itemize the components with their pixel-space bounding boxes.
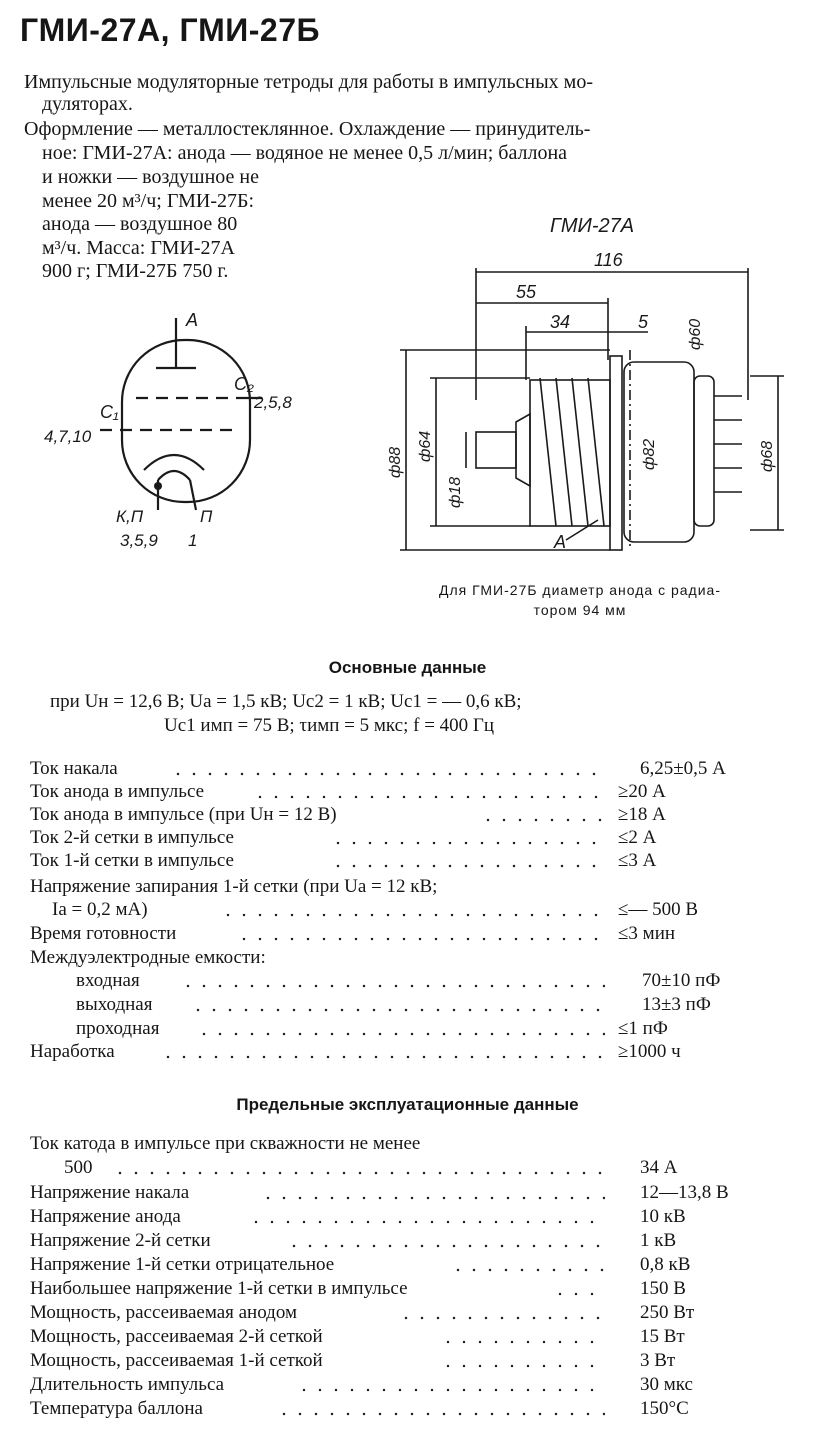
row-value: 250 Вт (640, 1302, 695, 1323)
row-label: Междуэлектродные емкости: (30, 947, 266, 968)
dim-116: 116 (594, 250, 623, 270)
intro-line-4: ное: ГМИ-27А: анода — водяное не менее 0,5 л/мин; баллона (42, 142, 568, 164)
dim-55: 55 (516, 282, 537, 302)
row-label: 500 (64, 1157, 93, 1178)
leader-dots (260, 1196, 605, 1200)
row-label: Напряжение анода (30, 1206, 181, 1227)
row-value: 30 мкс (640, 1374, 693, 1395)
tube-envelope (122, 340, 250, 502)
row-label: Мощность, рассеиваемая 2-й сеткой (30, 1326, 323, 1347)
anode-label: А (186, 310, 199, 330)
leader-dots (112, 1171, 605, 1175)
row-value: ≤3 мин (618, 923, 676, 944)
leader-dots (190, 1008, 605, 1012)
intro-line-8: м³/ч. Масса: ГМИ-27А (42, 237, 235, 259)
data-row (0, 1040, 815, 1063)
row-value: 150 В (640, 1278, 686, 1299)
data-row (0, 1301, 815, 1324)
row-value: ≤3 А (618, 850, 657, 871)
data-row (0, 946, 815, 969)
dim-d88: ф88 (387, 446, 404, 478)
row-value: 3 Вт (640, 1350, 676, 1371)
leader-dots (180, 984, 605, 988)
row-label: Ток катода в импульсе при скважности не менее (30, 1133, 421, 1154)
row-label: входная (76, 970, 140, 991)
row-value: ≤— 500 В (618, 899, 699, 920)
intro-line-3: Оформление — металлостеклянное. Охлаждение — принудитель- (24, 118, 591, 140)
row-value: ≤1 пФ (618, 1018, 668, 1039)
row-label: Ток анода в импульсе (при Uн = 12 В) (30, 804, 337, 825)
conditions-line-1: при Uн = 12,6 В; Uа = 1,5 кВ; Uс2 = 1 кВ; Uс1 = — 0,6 кВ; (50, 691, 522, 712)
dim-d18: ф18 (447, 476, 464, 508)
row-value: ≥1000 ч (618, 1041, 681, 1062)
tube-schematic (40, 300, 320, 550)
data-row (0, 1397, 815, 1420)
grid1-label: С₁ (100, 402, 119, 422)
data-row (0, 1373, 815, 1396)
dim-d60: ф60 (687, 318, 704, 350)
intro-line-7: анода — воздушное 80 (42, 213, 238, 235)
filament-lead (190, 480, 196, 510)
data-row (0, 1325, 815, 1348)
cathode-label: К,П (116, 507, 144, 526)
leader-dots (296, 1388, 605, 1392)
row-label: Мощность, рассеиваемая анодом (30, 1302, 298, 1323)
leader-dots (330, 864, 605, 868)
row-label: Длительность импульса (30, 1374, 225, 1395)
leader-dots (170, 772, 605, 776)
intro-line-5: и ножки — воздушное не (42, 166, 259, 188)
cathode-node (154, 482, 162, 490)
cathode-arc (158, 471, 190, 480)
row-label: выходная (76, 994, 153, 1015)
leader-dots (160, 1055, 605, 1059)
dim-34: 34 (550, 312, 571, 332)
grid2-pins: 2,5,8 (254, 393, 292, 412)
main-data-heading: Основные данные (328, 658, 487, 677)
page-title: ГМИ-27А, ГМИ-27Б (20, 12, 320, 48)
dim-5: 5 (638, 312, 649, 332)
cathode-pins: 3,5,9 (120, 531, 158, 550)
grid1-pins: 4,7,10 (44, 427, 92, 446)
row-label: Напряжение запирания 1-й сетки (при Uа = 12 кВ; (30, 876, 438, 897)
drawing-caption-1: Для ГМИ-27Б диаметр анода с радиа- (439, 582, 721, 598)
row-value: 15 Вт (640, 1326, 685, 1347)
intro-line-9: 900 г; ГМИ-27Б 750 г. (42, 260, 229, 282)
drawing-title: ГМИ-27А (550, 215, 635, 237)
row-value: ≥18 А (618, 804, 666, 825)
intro-line-6: менее 20 м³/ч; ГМИ-27Б: (42, 190, 255, 212)
data-row (0, 1156, 815, 1179)
data-row (0, 1229, 815, 1252)
row-label: Наработка (30, 1041, 115, 1062)
row-label: Температура баллона (30, 1398, 203, 1419)
row-label: Наибольшее напряжение 1-й сетки в импульсе (30, 1278, 408, 1299)
leader-dots (552, 1292, 605, 1296)
data-row (0, 1349, 815, 1372)
dim-d64: ф64 (417, 430, 434, 462)
data-row (0, 1017, 815, 1040)
leader-dots (252, 795, 605, 799)
leader-dots (276, 1412, 605, 1416)
row-label: Напряжение 2-й сетки (30, 1230, 211, 1251)
tube-dimension-drawing (370, 200, 810, 560)
data-row (0, 1132, 815, 1155)
data-row (0, 969, 815, 992)
data-row (0, 1253, 815, 1276)
row-label: Ток 1-й сетки в импульсе (30, 850, 234, 871)
leader-dots (330, 841, 605, 845)
row-value: ≥20 А (618, 781, 666, 802)
data-row (0, 922, 815, 945)
data-row (0, 875, 815, 898)
row-value: 70±10 пФ (642, 970, 721, 991)
row-value: 34 А (640, 1157, 678, 1178)
row-label: Ток 2-й сетки в импульсе (30, 827, 234, 848)
data-row (0, 993, 815, 1016)
leader-dots (398, 1316, 605, 1320)
row-value: 6,25±0,5 А (640, 758, 726, 779)
row-label: Ток анода в импульсе (30, 781, 205, 802)
leader-dots (480, 818, 605, 822)
drawing-caption-2: тором 94 мм (533, 602, 627, 618)
leader-dots (440, 1364, 605, 1368)
filament-arc (144, 455, 204, 470)
row-label: Iа = 0,2 мА) (52, 899, 148, 920)
leader-dots (220, 913, 605, 917)
row-label: Мощность, рассеиваемая 1-й сеткой (30, 1350, 323, 1371)
leader-dots (196, 1032, 605, 1036)
data-row (0, 757, 815, 780)
row-label: Время готовности (30, 923, 177, 944)
row-value: 1 кВ (640, 1230, 677, 1251)
data-row (0, 1205, 815, 1228)
leader-dots (440, 1340, 605, 1344)
data-row (0, 898, 815, 921)
dim-d68: ф68 (759, 440, 776, 472)
row-value: 10 кВ (640, 1206, 686, 1227)
data-row (0, 849, 815, 872)
row-value: 150°С (640, 1398, 689, 1419)
row-value: 13±3 пФ (642, 994, 711, 1015)
row-value: ≤2 А (618, 827, 657, 848)
row-label: Напряжение 1-й сетки отрицательное (30, 1254, 335, 1275)
data-row (0, 803, 815, 826)
leader-dots (450, 1268, 605, 1272)
leader-dots (236, 937, 605, 941)
intro-line-1: Импульсные модуляторные тетроды для работы в импульсных мо- (24, 71, 593, 93)
limit-data-heading: Предельные эксплуатационные данные (236, 1095, 579, 1114)
intro-line-2: дуляторах. (42, 93, 133, 115)
data-row (0, 826, 815, 849)
leader-dots (248, 1220, 605, 1224)
leader-dots (286, 1244, 605, 1248)
filament-label: П (200, 507, 213, 526)
row-label: Напряжение накала (30, 1182, 190, 1203)
filament-pin: 1 (188, 531, 198, 550)
data-row (0, 1277, 815, 1300)
grid2-label: С₂ (234, 374, 254, 394)
row-label: Ток накала (30, 758, 118, 779)
data-row (0, 1181, 815, 1204)
row-value: 0,8 кВ (640, 1254, 691, 1275)
data-row (0, 780, 815, 803)
dim-d82: ф82 (641, 438, 658, 470)
conditions-line-2: Uс1 имп = 75 В; τимп = 5 мкс; f = 400 Гц (164, 715, 495, 736)
row-value: 12—13,8 В (640, 1182, 729, 1203)
row-label: проходная (76, 1018, 160, 1039)
label-a: А (554, 532, 567, 552)
